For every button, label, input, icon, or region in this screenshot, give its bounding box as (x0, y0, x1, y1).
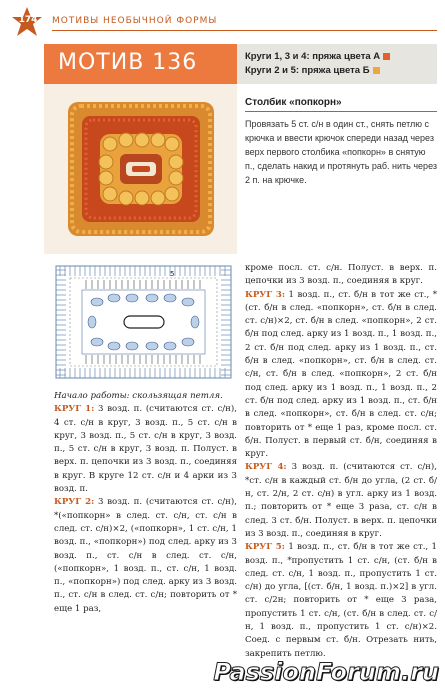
legend-row-b: Круги 2 и 5: пряжа цвета Б (245, 64, 429, 78)
page-number: 174 (18, 15, 38, 25)
motif-photo (66, 100, 216, 238)
start-note: Начало работы: скользящая петля. (54, 391, 223, 401)
stitch-title: Столбик «попкорн» (245, 97, 342, 108)
legend-row-a: Круги 1, 3 и 4: пряжа цвета А (245, 50, 429, 64)
round-5: КРУГ 5: 1 возд. п., ст. б/н в тот же ст., 1 возд. п., *пропустить 1 ст. с/н, (ст. б/н в след. ст. с/н, 1 возд. п., пропустить 1 ст. с/н) до угла, [(ст. б/н, 1 возд. п.)×2] в угл. ст. с/2н; повторить от * еще 3 раза, пропустить 1 ст. с/н, (ст. б/н в след. ст. с/н, 1 возд. п., пропустить 1 ст. с/н)×2. Соед. с первым ст. б/н. Отрезать нить, закрепить петлю. (245, 542, 437, 659)
stitch-description: Провязать 5 ст. с/н в один ст., снять петлю с крючка и ввести крючок спереди назад через верх первого столбика «попкорн» в снятую п., сделать накид и протянуть раб. нить через 2 п. на крючке. (245, 119, 437, 185)
stitch-rule (245, 111, 437, 112)
motif-photo-area (44, 84, 237, 254)
page-header (0, 0, 445, 40)
round-3: КРУГ 3: 1 возд. п., ст. б/н в тот же ст., *(ст. б/н в след. «попкорн», ст. б/н в след. ст. с/н)×2, ст. б/н в след. «попкорн», 2 ст. б/н под след. арку из 1 возд. п., 1 возд. п., 2 ст. б/н под след. арку из 1 возд. п., ст. б/н в след. «попкорн», ст. б/н в след. ст. с/н, ст. б/н в след. «попкорн», 2 ст. б/н под след. арку из 1 возд. п., 1 возд. п., 2 ст. б/н под след. арку из 1 возд. п., ст. б/н в след. «попкорн», ст. б/н в след. ст. с/н; повторить от * еще 1 раз, кроме посл. ст. б/н. Полуст. в первый ст. б/н, соединяя в круг. (245, 289, 437, 460)
instructions-left (54, 390, 237, 616)
color-a-swatch (383, 53, 390, 60)
motif-title: МОТИВ 136 (58, 50, 198, 75)
watermark: PassionForum.ru (213, 658, 439, 686)
motif-title-band (44, 44, 237, 84)
round-2: КРУГ 2: 3 возд. п. (считаются ст. с/н), *(«попкорн» в след. ст. с/н, ст. с/н в след. ст. с/н)×2, («попкорн», 1 ст. с/н, 1 возд. п., «попкорн») под след. арку из 3 возд. п., ст. с/н в след. ст. с/н, («попкорн», 1 возд. п., ст. с/н, 1 возд. п., «попкорн») под след. арку из 3 возд. п., ст. с/н в след. ст. с/н; повторить от * еще 1 раз, (54, 497, 237, 614)
section-title: МОТИВЫ НЕОБЫЧНОЙ ФОРМЫ (52, 16, 218, 26)
yarn-legend (237, 44, 437, 84)
diagram-label: 5 (170, 270, 175, 278)
round-1: КРУГ 1: 3 возд. п. (считаются ст. с/н), 4 ст. с/н в круг, 3 возд. п., 5 ст. с/н в круг, 3 возд. п., 5 ст. с/н в круг, 3 возд. п., 5 ст. с/н в круг, 3 возд. п. Полуст. в верх. п. цепочки из 3 возд. п., соединяя в круг. В круге 12 ст. с/н и 4 арки из 3 возд. п. (54, 404, 237, 495)
instructions-right (245, 262, 437, 661)
round-2-continued: кроме посл. ст. с/н. Полуст. в верх. п. цепочки из 3 возд. п., соединяя в круг. (245, 263, 437, 287)
color-b-swatch (373, 67, 380, 74)
header-rule (52, 30, 437, 31)
round-4: КРУГ 4: 3 возд. п. (считаются ст. с/н), *ст. с/н в каждый ст. б/н до угла, (2 ст. б/н, ст. 2/н, 2 ст. с/н) в угл. арку из 1 возд. п.; повторить от * еще 3 раза, ст. с/н в след. 3 ст. б/н. Полуст. в верх. п. цепочки из 3 возд. п., соединяя в круг. (245, 462, 437, 539)
crochet-chart (52, 262, 235, 382)
